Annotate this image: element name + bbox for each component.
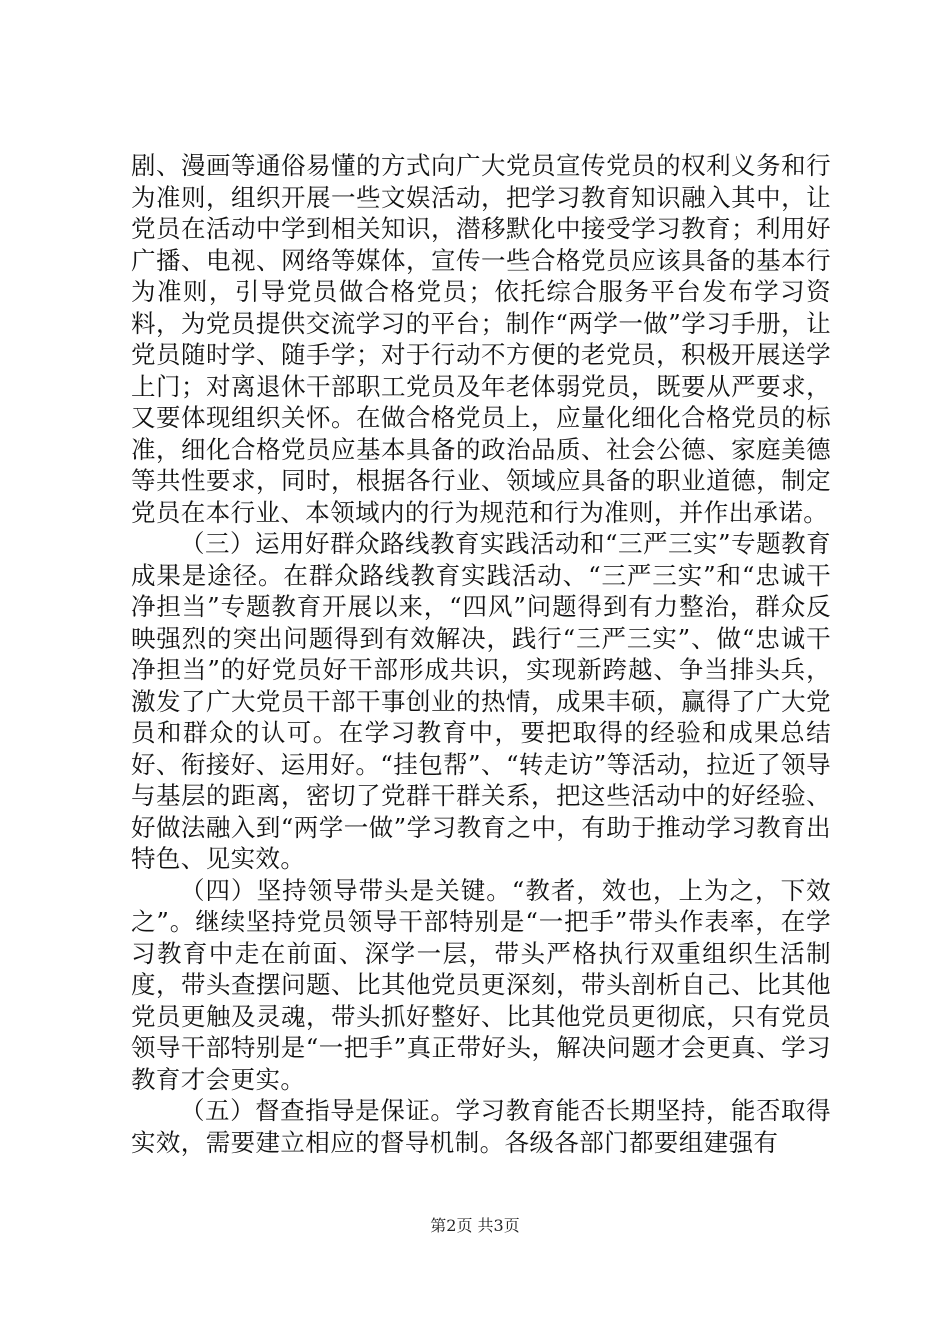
paragraph-section-5: （五）督查指导是保证。学习教育能否长期坚持，能否取得实效，需要建立相应的督导机制。各级各部门都要组建强有	[131, 1096, 831, 1157]
paragraph-section-4: （四）坚持领导带头是关键。“教者，效也，上为之，下效之”。继续坚持党员领导干部特别是“一把手”带头作表率，在学习教育中走在前面、深学一层，带头严格执行双重组织生活制度，带头查摆问题、比其他党员更深刻，带头剖析自己、比其他党员更触及灵魂，带头抓好整好、比其他党员更彻底，只有党员领导干部特别是“一把手”真正带好头，解决问题才会更真、学习教育才会更实。	[131, 875, 831, 1094]
paragraph-section-3: （三）运用好群众路线教育实践活动和“三严三实”专题教育成果是途径。在群众路线教育实践活动、“三严三实”和“忠诚干净担当”专题教育开展以来，“四风”问题得到有力整治，群众反映强烈的突出问题得到有效解决，践行“三严三实”、做“忠诚干净担当”的好党员好干部形成共识，实现新跨越、争当排头兵，激发了广大党员干部干事创业的热情，成果丰硕，赢得了广大党员和群众的认可。在学习教育中，要把取得的经验和成果总结好、衔接好、运用好。“挂包帮”、“转走访”等活动，拉近了领导与基层的距离，密切了党群干群关系，把这些活动中的好经验、好做法融入到“两学一做”学习教育之中，有助于推动学习教育出特色、见实效。	[131, 529, 831, 873]
paragraph-continuation: 剧、漫画等通俗易懂的方式向广大党员宣传党员的权利义务和行为准则，组织开展一些文娱活动，把学习教育知识融入其中，让党员在活动中学到相关知识，潜移默化中接受学习教育；利用好广播、电视、网络等媒体，宣传一些合格党员应该具备的基本行为准则，引导党员做合格党员；依托综合服务平台发布学习资料，为党员提供交流学习的平台；制作“两学一做”学习手册，让党员随时学、随手学；对于行动不方便的老党员，积极开展送学上门；对离退休干部职工党员及年老体弱党员，既要从严要求，又要体现组织关怀。在做合格党员上，应量化细化合格党员的标准，细化合格党员应基本具备的政治品质、社会公德、家庭美德等共性要求，同时，根据各行业、领域应具备的职业道德，制定党员在本行业、本领域内的行为规范和行为准则，并作出承诺。	[131, 151, 831, 527]
document-body	[131, 150, 831, 1158]
page-footer: 第2页 共3页	[430, 1216, 520, 1235]
